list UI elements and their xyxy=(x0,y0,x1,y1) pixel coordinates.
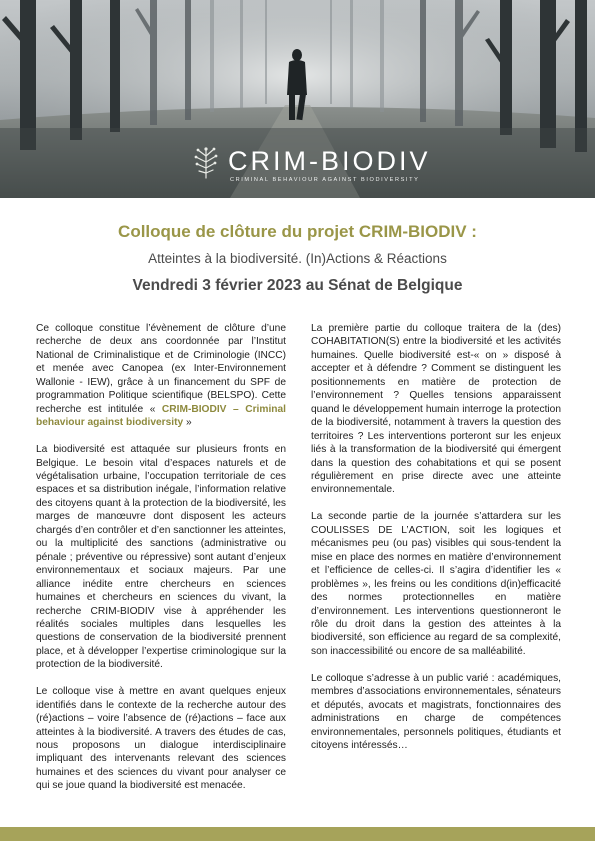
second-part-paragraph: La seconde partie de la journée s’attardera sur les COULISSES DE L’ACTION, soit les logiques et mécanismes peu (ou pas) visibles qui sous-tendent la mise en place des normes en matière d’environnement et l’efficience de celles-ci. Il s’agira d’identifier les « problèmes », les freins ou les conditions d(in)efficacité des normes protectionnelles en matière d’environnement. Les interventions questionneront le rôle du droit dans la gestion des atteintes à la biodiversité, son efficience au regard de sa complexité, son inaccessibilité ou encore de sa malléabilité. xyxy=(311,511,561,657)
hero-forest-photo xyxy=(0,0,595,198)
project-title-highlight: CRIM-BIODIV – Criminal behaviour against biodiversity xyxy=(36,403,286,429)
biodiversity-paragraph: La biodiversité est attaquée sur plusieurs fronts en Belgique. Le besoin vital d’espaces naturels et de végétalisation urbaine, l’occupation territoriale de ces espaces et sa distribution inégale, l’information relative des citoyens quant à la protection de la biodiversité, les marges de manœuvre dont disposent les acteurs chargés d’en contrôler et d’en sanctionner les atteintes, ou la multiplicité des sanctions (administrative ou pénale ; préventive ou répressive) sont autant d’enjeux environnementaux et sociaux majeurs. Par une alliance inédite entre chercheurs en sciences humaines et chercheurs en sciences du vivant, la recherche CRIM-BIODIV vise à appréhender les réalités sociales multiples dans lesquelles les questions de conservation de la biodiversité prennent place, et à développer l’expertise criminologique sur la protection de la biodiversité. xyxy=(36,444,286,671)
intro-text-end: » xyxy=(183,417,192,429)
brand-tagline: CRIMINAL BEHAVIOUR AGAINST BIODIVERSITY xyxy=(230,177,420,183)
title-block xyxy=(0,220,595,296)
right-column xyxy=(311,322,561,766)
intro-paragraph xyxy=(36,322,286,430)
event-date-place: Vendredi 3 février 2023 au Sénat de Belgique xyxy=(132,277,463,294)
first-part-paragraph: La première partie du colloque traitera de la (des) COHABITATION(S) entre la biodiversité et les activités humaines. Quelle biodiversité est-« on » disposé à accepter et à défendre ? Comment se distinguent les positionnements en matière de protection de l’environnement ? Quelles tensions apparaissent quand le développement humain interroge la protection de la biodiversité, notamment à travers la question des territoires ? Les interventions porteront sur les enjeux liés à la transformation de la biodiversité qui émergent dans la question des cohabitations et qui se posent régulièrement en prise directe avec une atteinte environnementale. xyxy=(311,323,561,496)
colloquium-aim-paragraph: Le colloque vise à mettre en avant quelques enjeux identifiés dans le contexte de la recherche autour des (ré)actions – voire l’absence de (ré)actions – face aux atteintes à la biodiversité. A travers des études de cas, nous proposons un dialogue interdisciplinaire impliquant des intervenants relevant des sciences humaines et des sciences du vivant pour analyser ce qui se joue quand la biodiversité est menacée. xyxy=(36,686,286,792)
page-title: Colloque de clôture du projet CRIM-BIODIV : xyxy=(118,222,477,241)
bottom-bar xyxy=(0,827,595,841)
plant-sprig-icon xyxy=(190,144,222,180)
intro-text: Ce colloque constitue l’évènement de clôture d’une recherche de deux ans coordonnée par l’Institut National de Criminalistique et de Criminologie (INCC) et menée avec Canopea (ex Inter-Environnement Wallonie - IEW), grâce à un financement du SPF de programmation Politique scientifique (BELSPO). Cette recherche est intitulée « xyxy=(36,323,286,415)
page-subtitle: Atteintes à la biodiversité. (In)Actions & Réactions xyxy=(148,251,447,266)
left-column xyxy=(36,322,286,806)
brand-logo xyxy=(0,140,595,190)
audience-paragraph: Le colloque s’adresse à un public varié : académiques, membres d’associations environnementales, sénateurs et députés, avocats et magistrats, fonctionnaires des administrations en charge de compétences environnementales, personnels politiques, étudiants et citoyens intéressés… xyxy=(311,672,561,752)
brand-name: CRIM-BIODIV xyxy=(228,146,431,176)
